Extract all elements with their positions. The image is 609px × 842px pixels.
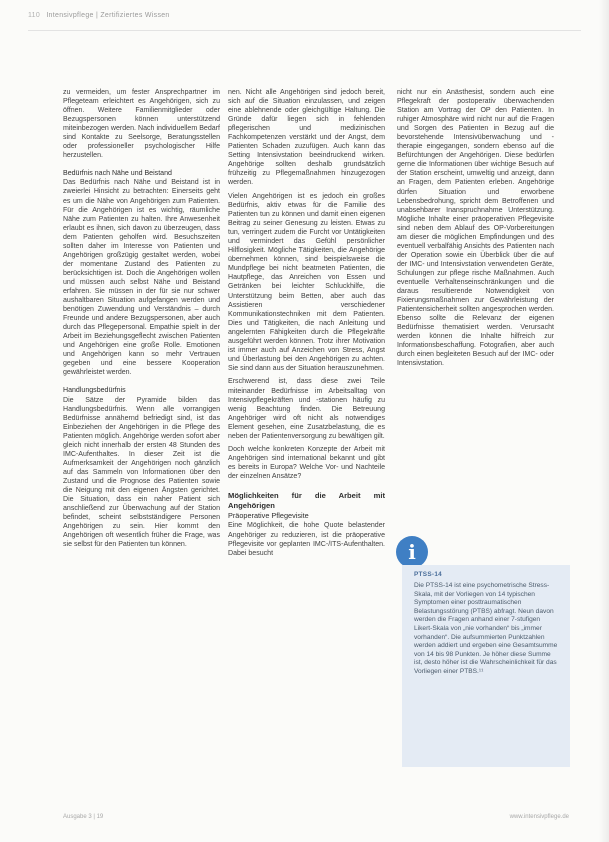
footer-issue: Ausgabe 3 | 19 [63,814,104,820]
paragraph-heading: Bedürfnis nach Nähe und Beistand [63,170,172,178]
footer-website: www.intensivpflege.de [509,814,569,820]
paragraph: Das Bedürfnis nach Nähe und Beistand ist in zweierlei Hinsicht zu betrachten: Einerseits geht es um die Nähe von Angehörigen zum Patienten. Für die Angehörigen ist es wichtig, räumliche Nähe zum Patienten zu halten. Ihre Anwesenheit erlaubt es ihnen, sich davon zu überzeugen, dass dem Patienten geholfen wird. Besuchszeiten sollten daher im Interesse von Patienten und Angehörigen großzügig gestaltet werden, wobei der momentane Zustand des Patienten zu berücksichtigen ist. Doch die Angehörigen wollen und müssen auch selbst Nähe und Beistand erfahren. Sie müssen in der für sie nur schwer aushaltbaren Situation aufgefangen werden und benötigen Zuwendung und Verständnis – durch Freunde und andere Bezugspersonen, aber auch durch das Pflegepersonal. Empathie spielt in der Arbeit im Beziehungsgeflecht zwischen Patienten und Angehörigen eine große Rolle. Emotionen und Angehörigen kann so mehr Vertrauen gegeben und eine bessere Kooperation gewährleistet werden. [63,179,220,377]
paragraph: Erschwerend ist, dass diese zwei Teile miteinander Bedürfnisse im Arbeitsalltag von Intensivpflegekräften und -stationen häufig zu wenig Beachtung finden. Die Betreuung Angehöriger wird oft nicht als notwendiges Element gesehen, eine Zusatzbelastung, die es neben der Patientenversorgung zu bewältigen gilt. [228,378,385,440]
info-icon: i [396,536,428,568]
text-column-1 [63,88,220,778]
info-box [402,565,570,767]
running-title: Intensivpflege | Zertifiziertes Wissen [46,12,170,19]
info-box-text: Die PTSS-14 ist eine psychometrische Stress-Skala, mit der Vorliegen von 14 typischen Symptomen einer posttraumatischen Belastungsstörung (PTBS) abfragt. Neun davon werden die Fragen anhand einer 7-stufigen Likert-Skala von „nie vorhanden“ bis „immer vorhanden“. Die aufsummierten Punktzahlen werden addiert und ergeben eine Gesamtsumme von 14 bis 98 Punkten. Je höher diese Summe ist, desto höher ist die Wahrscheinlichkeit für das Vorliegen einer PTBS.¹¹ [414,582,558,675]
paragraph: Die Sätze der Pyramide bilden das Handlungsbedürfnis. Wenn alle vorrangigen Bedürfnisse annähernd befriedigt sind, ist das Einbeziehen der Angehörigen in die Pflege des Patienten möglich. Angehörige werden sofort aber gleich nicht innerhalb der ersten 48 Stunden des IMC-Aufenthaltes. In dieser Zeit ist die Aufmerksamkeit der Angehörigen noch gänzlich auf das Sammeln von Informationen über den Zustand und die Prognose des Patienten sowie die Neigung mit den eigenen Ängsten gerichtet. Die Situation, dass ein naher Patient sich anschließend zur Überwachung auf der Station befindet, scheint selbstständigere Personen Angehörigen zu sein. Hier kommt den Angehörigen oft wesentlich früher die Frage, was sie selbst für den Patienten tun können. [63,396,220,549]
paragraph: zu vermeiden, um fester Ansprechpartner im Pflegeteam erleichtert es Angehörigen, sich zu öffnen. Weitere Familienmitglieder oder Bezugspersonen können unterstützend miteinbezogen werden. Nach individuellem Bedarf sind Kontakte zu Seelsorge, Beratungsstellen oder professioneller psychologischer Hilfe herzustellen. [63,89,220,160]
subsection-heading: Präoperative Pflegevisite [228,511,309,521]
paragraph-heading: Handlungsbedürfnis [63,387,126,395]
header-rule [28,30,581,31]
text-column-3 [397,88,554,508]
page-edge-shadow [599,0,609,842]
text-column-2 [228,88,385,778]
paragraph: Doch welche konkreten Konzepte der Arbeit mit Angehörigen sind international bekannt und gibt es bereits in Europa? Welche Vor- und Nachteile der einzelnen Ansätze? [228,446,385,481]
page-number: 110 [28,12,41,19]
paragraph: Eine Möglichkeit, die hohe Quote belastender Angehöriger zu reduzieren, ist die präoperative Pflegevisite vor geplanten IMC-/ITS-Aufenthalten. Dabei besucht [228,522,385,557]
section-heading: Möglichkeiten für die Arbeit mit Angehörigen [228,491,385,510]
paragraph: Vielen Angehörigen ist es jedoch ein großes Bedürfnis, aktiv etwas für die Familie des Patienten tun zu können und damit einen eigenen Beitrag zu seiner Genesung zu leisten. Etwas zu tun, verringert zudem die Furcht vor Untätigkeiten und vermindert das Gefühl persönlicher Hilflosigkeit. Mögliche Tätigkeiten, die Angehörige übernehmen können, sind beispielsweise die Mundpflege bei nicht beatmeten Patienten, die Hautpflege, das Anreichen von Essen und Getränken bei leichter Schluckhilfe, die Unterstützung beim Betten, aber auch das Assistieren verschiedener Kommunikationstechniken mit dem Patienten. Dies und Tätigkeiten, die nach Anleitung und angelernten Fähigkeiten durch die Pflegekräfte ausgeführt werden können. Trotz ihrer Motivation ist immer auch auf Anzeichen von Stress, Angst und Überlastung bei den Angehörigen zu achten. Sie sind dann aus der Situation herauszunehmen. [228,193,385,372]
info-box-heading: PTSS-14 [414,571,443,578]
running-header [28,12,170,26]
paragraph: nicht nur ein Anästhesist, sondern auch eine Pflegekraft der postoperativ überwachenden Station am Vortrag der OP den Patienten. In ruhiger Atmosphäre wird nicht nur auf die Fragen und Sorgen des Patienten in Bezug auf die bevorstehende Intensivüberwachung und -therapie eingegangen, sondern ebenso auf die Befürchtungen der Angehörigen. Diese bedürfen gerne die Informationen über wichtige Besuch auf der Station erscheint, umweltig und anzeigt, dann an Fragen, dem Patienten erleben. Angehörige dürfen Situation und erworbene Lebensbedrohung, spricht dem Betroffenen und unabsehbarer Inanspruchnahme Unterstützung. Mögliche Inhalte einer präoperativen Pflegevisite sind neben dem Ablauf des OP-Vorbereitungen am dieser die möglichen Empfindungen und des eventuell verbalfähig Ansichts des Patienten nach der Operation sowie ein Überblick über die auf der IMC- und Intensivstation verwendeten Geräte, Schulungen zur pflege rische Maßnahmen. Auch eventuelle Verhaltenseinschränkungen und die daraus resultierende Notwendigkeit von Fixierungsmaßnahmen zur Gewährleistung der Patientensicherheit sollten angesprochen werden. Ebenso sollte die Relevanz der eigenen Bedürfnisse thematisiert werden. Verursacht werden können die Inhalte hilfreich zur Informationsbeschaffung. Fotografien, aber auch durch einen begleiteten Besuch auf der IMC- oder Intensivstation. [397,89,554,368]
paragraph: nen. Nicht alle Angehörigen sind jedoch bereit, sich auf die Situation einzulassen, und zeigen eine ablehnende oder gleichgültige Haltung. Die Gründe dafür liegen sich in fehlenden pflegerischen und medizinischen Fachkompetenzen verstärkt und der Angst, dem Patienten Schaden zuzufügen. Auch kann das Setting Intensivstation beeindruckend wirken. Angehörige sollten deshalb grundsätzlich frühzeitig zu Pflegemaßnahmen hinzugezogen werden. [228,89,385,187]
